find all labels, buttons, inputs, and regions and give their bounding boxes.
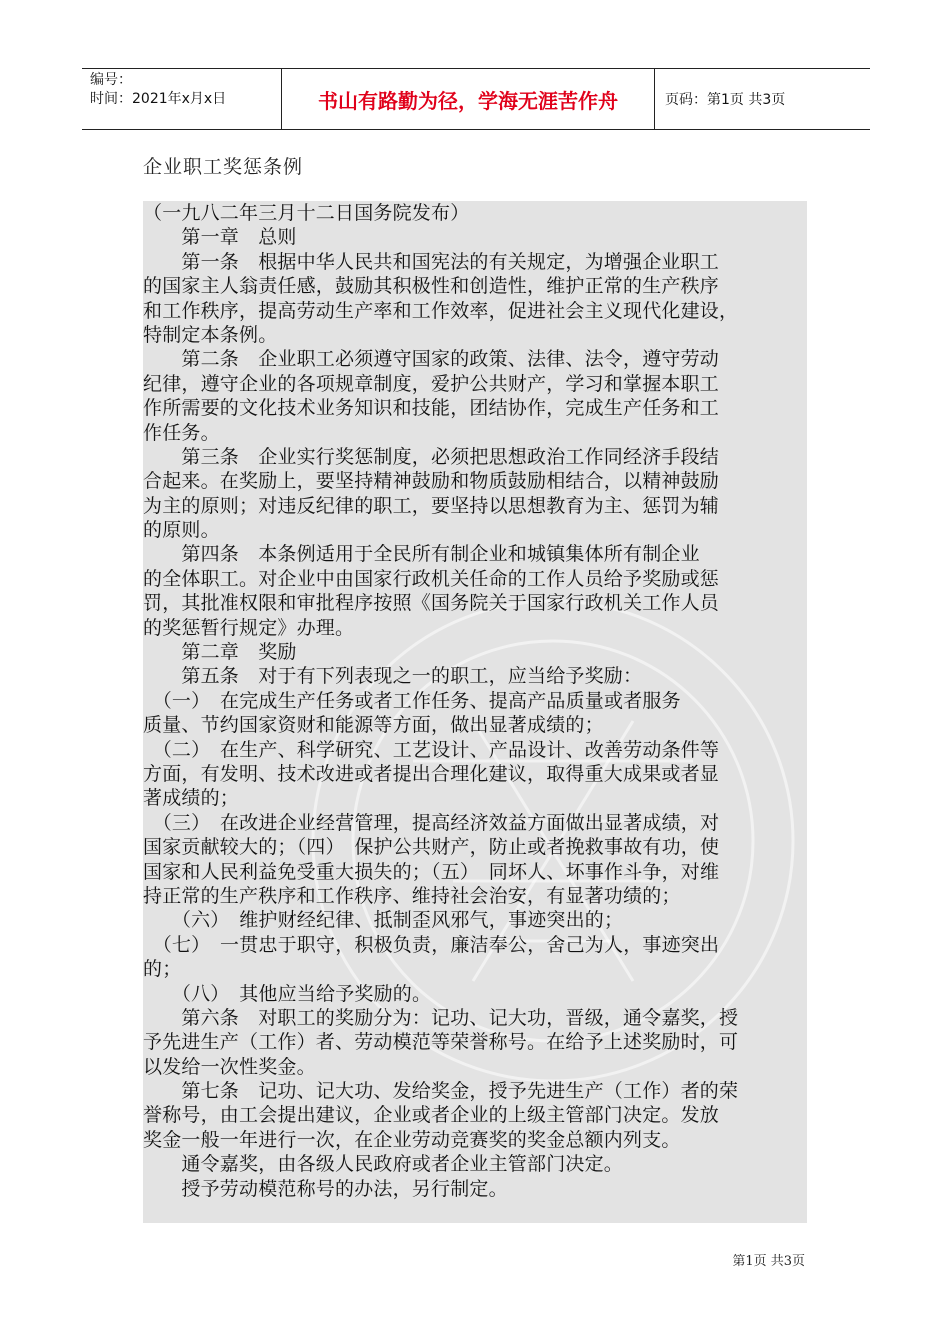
- body-line: 特制定本条例。: [143, 323, 278, 346]
- body-line: 第三条 企业实行奖惩制度，必须把思想政治工作同经济手段结: [143, 445, 720, 468]
- body-line: 奖金一般一年进行一次，在企业劳动竞赛奖的奖金总额内列支。: [143, 1128, 681, 1151]
- body-line: 第一章 总则: [143, 226, 297, 249]
- body-line: （三） 在改进企业经营管理，提高经济效益方面做出显著成绩，对: [143, 811, 720, 834]
- body-line: 的奖惩暂行规定》办理。: [143, 616, 355, 639]
- body-line: 的原则。: [143, 519, 220, 542]
- number-label: 编号：: [90, 72, 132, 88]
- body-line: （二） 在生产、科学研究、工艺设计、产品设计、改善劳动条件等: [143, 738, 720, 761]
- header-meta: [82, 69, 282, 129]
- header-page-label: 页码：第1页 共3页: [665, 92, 786, 108]
- time-label: 时间：2021年x月x日: [90, 91, 227, 107]
- body-line: 质量、节约国家资财和能源等方面，做出显著成绩的；: [143, 714, 604, 737]
- body-line: 的；: [143, 958, 182, 981]
- body-line: 为主的原则；对违反纪律的职工，要坚持以思想教育为主、惩罚为辅: [143, 494, 720, 517]
- body-line: 通令嘉奖，由各级人民政府或者企业主管部门决定。: [143, 1153, 624, 1176]
- body-line: 作所需要的文化技术业务知识和技能，团结协作，完成生产任务和工: [143, 397, 720, 420]
- body-line: 第七条 记功、记大功、发给奖金，授予先进生产（工作）者的荣: [143, 1080, 739, 1103]
- body-line: 第二条 企业职工必须遵守国家的政策、法律、法令，遵守劳动: [143, 348, 720, 371]
- header-motto: 书山有路勤为径，学海无涯苦作舟: [282, 69, 655, 129]
- body-line: 第五条 对于有下列表现之一的职工，应当给予奖励：: [143, 665, 643, 688]
- body-line: 第六条 对职工的奖励分为：记功、记大功，晋级，通令嘉奖，授: [143, 1006, 739, 1029]
- body-line: 以发给一次性奖金。: [143, 1055, 316, 1078]
- body-line: 的国家主人翁责任感，鼓励其积极性和创造性，维护正常的生产秩序: [143, 275, 720, 298]
- body-line: 持正常的生产秩序和工作秩序、维持社会治安，有显著功绩的；: [143, 884, 681, 907]
- body-line: （一九八二年三月十二日国务院发布）: [143, 202, 470, 224]
- body-line: 誉称号，由工会提出建议，企业或者企业的上级主管部门决定。发放: [143, 1104, 720, 1127]
- body-line: 授予劳动模范称号的办法，另行制定。: [143, 1177, 508, 1200]
- body-line: 著成绩的；: [143, 787, 240, 810]
- page-footer: 第1页 共3页: [732, 1254, 805, 1269]
- body-line: （七） 一贯忠于职守，积极负责，廉洁奉公，舍己为人，事迹突出: [143, 933, 720, 956]
- document-title: 企业职工奖惩条例: [143, 156, 304, 178]
- body-line: 纪律，遵守企业的各项规章制度，爱护公共财产，学习和掌握本职工: [143, 372, 720, 395]
- page-header: [82, 68, 870, 130]
- body-line: （一） 在完成生产任务或者工作任务、提高产品质量或者服务: [143, 689, 681, 712]
- body-line: 国家贡献较大的；（四） 保护公共财产，防止或者挽救事故有功，使: [143, 836, 720, 859]
- body-line: 作任务。: [143, 421, 220, 444]
- body-line: 第一条 根据中华人民共和国宪法的有关规定，为增强企业职工: [143, 250, 720, 273]
- body-line: （八） 其他应当给予奖励的。: [143, 982, 432, 1005]
- document-body: [143, 201, 807, 1223]
- body-line: 第四条 本条例适用于全民所有制企业和城镇集体所有制企业: [143, 543, 700, 566]
- body-line: 的全体职工。对企业中由国家行政机关任命的工作人员给予奖励或惩: [143, 567, 720, 590]
- body-line: 和工作秩序，提高劳动生产率和工作效率，促进社会主义现代化建设，: [143, 299, 739, 322]
- body-line: 予先进生产（工作）者、劳动模范等荣誉称号。在给予上述奖励时，可: [143, 1031, 739, 1054]
- body-line: 国家和人民利益免受重大损失的；（五） 同坏人、坏事作斗争，对维: [143, 860, 720, 883]
- body-line: 方面，有发明、技术改进或者提出合理化建议，取得重大成果或者显: [143, 762, 720, 785]
- body-line: 罚，其批准权限和审批程序按照《国务院关于国家行政机关工作人员: [143, 592, 720, 615]
- body-lines: [143, 201, 807, 1201]
- body-line: 合起来。在奖励上，要坚持精神鼓励和物质鼓励相结合，以精神鼓励: [143, 470, 720, 493]
- body-line: 第二章 奖励: [143, 641, 297, 664]
- body-line: （六） 维护财经纪律、抵制歪风邪气，事迹突出的；: [143, 909, 624, 932]
